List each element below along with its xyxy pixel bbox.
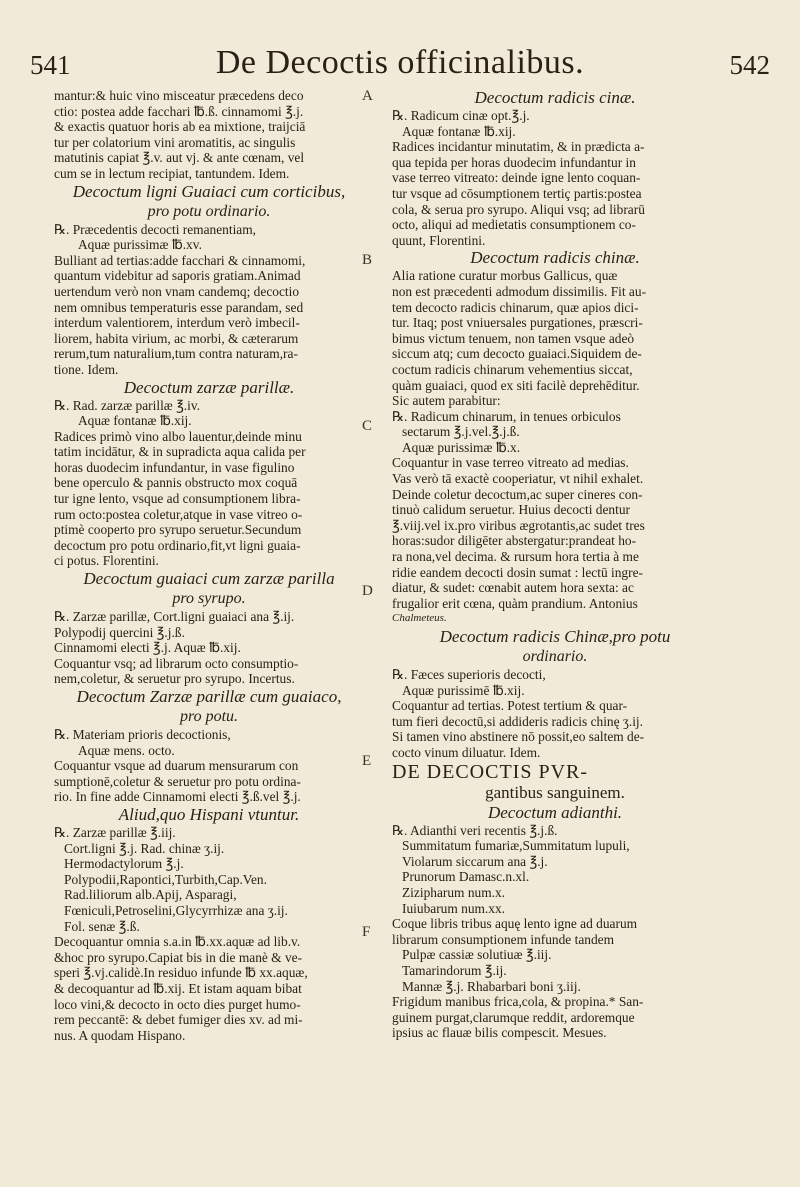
text-line: ipsius ac flauæ bilis compescit. Mesues. [392, 1025, 607, 1041]
text-line: Coquantur in vase terreo vitreato ad medias. [392, 455, 629, 471]
text-line: rerum,tum naturalium,tum contra naturam,ra- [54, 346, 298, 362]
recipe-line: Tamarindorum ℥.ij. [402, 962, 507, 978]
text-line: tione. Idem. [54, 361, 119, 377]
text-line: interdum valentiorem, interdum verò imbecil- [54, 315, 300, 331]
section-heading: Decoctum guaiaci cum zarzæ parilla [83, 569, 335, 589]
text-line: cola, & serua pro syrupo. Aliqui vsq; ad librarū [392, 201, 645, 217]
recipe-line: ℞. Radicum chinarum, in tenues orbiculos [392, 408, 621, 424]
text-line: rum octo:postea coletur,atque in vase vitreo o- [54, 506, 303, 522]
recipe-line: Aquæ purissimæ ℔.xv. [78, 237, 202, 253]
margin-letter-b: B [362, 252, 373, 268]
recipe-line: Prunorum Damasc.n.xl. [402, 869, 530, 885]
text-line: tur igne lento, vsque ad consumptionem libra- [54, 491, 301, 507]
text-line: nus. A quodam Hispano. [54, 1027, 186, 1043]
page-number-left: 541 [30, 50, 71, 80]
text-line: Decoquantur omnia s.a.in ℔.xx.aquæ ad lib.v. [54, 934, 301, 950]
text-line: tur per colatorium vini aromatitis, ac singulis [54, 134, 296, 150]
text-line: uertendum verò non vnam candemq; decoctio [54, 283, 300, 299]
section-heading: Decoctum zarzæ parillæ. [123, 377, 295, 397]
text-line: &hoc pro syrupo.Capiat bis in die manè & ve- [54, 949, 303, 965]
text-line: qua tepida per horas duodecim infundantur in [392, 154, 636, 170]
text-line: & decoquantur ad ℔.xij. Et istam aquam bibat [54, 980, 302, 996]
text-line: quantum videbitur ad saporis gratiam.Animad [54, 268, 301, 284]
recipe-line: ℞. Fæces superioris decocti, [392, 667, 546, 682]
text-line: non est præcedenti admodum dissimilis. Fit au- [392, 283, 647, 299]
page-number-right: 542 [729, 50, 770, 80]
attribution: Chalmeteus. [392, 612, 447, 625]
section-heading: Decoctum adianthi. [487, 802, 623, 822]
text-line: cum se in lectum recipiat, tantundem. Idem. [54, 165, 290, 181]
recipe-line: ℞. Zarzæ parillæ ℥.iij. [54, 824, 176, 840]
text-line: Coque libris tribus aquę lento igne ad duarum [392, 916, 638, 932]
recipe-line: Polypodii,Rapontici,Turbith,Cap.Ven. [64, 871, 267, 887]
recipe-line: Cort.ligni ℥.j. Rad. chinæ ʒ.ij. [64, 840, 225, 856]
text-line: tur. Itaq; post vniuersales purgationes, præscri- [392, 315, 643, 331]
text-line: tum fieri decoctū,si addideris radicis chinę ʒ.ij. [392, 713, 643, 729]
text-line: Frigidum manibus frica,cola, & propina.* San- [392, 994, 644, 1010]
text-line: quàm guaiaci, quod ex siti facilè deprehēditur. [392, 377, 640, 393]
recipe-line: Fœniculi,Petroselini,Glycyrrhizæ ana ʒ.ij. [64, 902, 288, 918]
text-line: ptimè cooperto pro syrupo seruetur.Secundum [54, 522, 302, 538]
recipe-line: ℞. Præcedentis decocti remanentiam, [54, 221, 257, 237]
recipe-line: Fol. senæ ℥.ß. [64, 918, 140, 934]
section-heading: Aliud,quo Hispani vtuntur. [118, 804, 300, 824]
text-line: Sic autem parabitur: [392, 393, 501, 409]
recipe-line: Aquæ purissimē ℔.xij. [402, 682, 525, 698]
margin-letter-a: A [362, 88, 373, 104]
section-heading: Decoctum radicis cinæ. [474, 88, 636, 107]
text-line: ridie eandem decocti dosin sumat : lectū ingre- [392, 564, 643, 580]
text-line: horas duodecim infundantur, in vase figulino [54, 459, 295, 475]
section-subheading: pro potu ordinario. [147, 202, 271, 220]
left-column [54, 88, 364, 1043]
recipe-line: ℞. Zarzæ parillæ, Cort.ligni guaiaci ana ℥.ij. [54, 609, 295, 625]
text-line: decoctum pro potu ordinario,fit,vt ligni guaia- [54, 537, 301, 553]
text-line: mantur:& huic vino misceatur præcedens deco [54, 88, 304, 103]
text-line: rio. In fine adde Cinnamomi electi ℥.ß.vel ℥.j. [54, 789, 301, 805]
text-line: octo, aliqui ad medietatis consumptionem co- [392, 217, 636, 233]
text-line: ra nona,vel decima. & rursum hora tertia à me [392, 549, 639, 565]
text-line: siccum atq; cum decocto guaiaci.Siquidem de- [392, 346, 642, 362]
text-line: matutinis capiat ℥.v. aut vj. & ante cœnam, vel [54, 150, 305, 166]
section-heading: Decoctum ligni Guaiaci cum corticibus, [72, 181, 346, 201]
text-line: quunt, Florentini. [392, 232, 486, 248]
recipe-line: Aquæ purissimæ ℔.x. [402, 439, 521, 455]
text-line: tem decocto radicis chinarum, quæ apios dici- [392, 299, 639, 315]
text-line: Radices incidantur minutatim, & in prædicta a- [392, 139, 645, 155]
text-line: rem peccantē: & debet fumiger dies xv. ad mi- [54, 1012, 303, 1028]
recipe-line: ℞. Materiam prioris decoctionis, [54, 727, 231, 742]
margin-letter-c: C [362, 418, 373, 434]
text-line: Radices primò vino albo lauentur,deinde minu [54, 428, 302, 444]
text-line: Bulliant ad tertias:adde facchari & cinnamomi, [54, 252, 306, 268]
running-header [30, 44, 770, 92]
text-line: Si tamen vino abstinere nō possit,eo saltem de- [392, 729, 645, 745]
text-line: frugalior erit cœna, quàm prandium. Antonius [392, 595, 638, 611]
margin-letter-f: F [362, 924, 371, 940]
text-line: nem omnibus temperaturis esse parandam, sed [54, 299, 304, 315]
text-line: Coquantur vsq; ad librarum octo consumptio- [54, 655, 299, 671]
chapter-subheading: gantibus sanguinem. [485, 782, 625, 802]
text-line: Deinde coletur decoctum,ac super cineres con- [392, 486, 643, 502]
text-line: Coquantur vsque ad duarum mensurarum con [54, 758, 299, 774]
recipe-line: Iuiubarum num.xx. [402, 900, 506, 916]
section-heading: Decoctum Zarzæ parillæ cum guaiaco, [76, 687, 342, 706]
recipe-line: Summitatum fumariæ,Summitatum lupuli, [402, 838, 630, 854]
text-line: ci potus. Florentini. [54, 553, 159, 569]
recipe-line: Cinnamomi electi ℥.j. Aquæ ℔.xij. [54, 640, 241, 656]
running-title: De Decoctis officinalibus. [215, 44, 585, 81]
recipe-line: Pulpæ cassiæ solutiuæ ℥.iij. [402, 947, 552, 963]
margin-letter-e: E [362, 753, 372, 769]
text-line: loco vini,& decocto in octo dies purget humo- [54, 996, 301, 1012]
text-line: tur vsque ad cōsumptionem tertiç partis:postea [392, 185, 642, 201]
recipe-line: Aquæ fontanæ ℔.xij. [402, 123, 516, 139]
recipe-line: sectarum ℥.j.vel.℥.j.ß. [402, 424, 520, 440]
text-line: horas:sudor diligēter abstergatur:prandeat ho- [392, 533, 637, 549]
recipe-line: Violarum siccarum ana ℥.j. [402, 853, 548, 869]
text-line: bimus victum tenuem, non tamen vsque adeò [392, 330, 635, 346]
section-heading: Decoctum radicis Chinæ,pro potu [439, 627, 671, 646]
text-line: tatim incidātur, & in supradicta aqua calida per [54, 444, 306, 460]
recipe-line: ℞. Rad. zarzæ parillæ ℥.iv. [54, 397, 201, 413]
text-line: diatur, & sudet: cœnabit autem hora sexta: ac [392, 580, 634, 596]
section-subheading: ordinario. [522, 648, 588, 665]
recipe-line: Mannæ ℥.j. Rhabarbari boni ʒ.iij. [402, 978, 581, 994]
text-line: tinuò calidum seruetur. Huius decocti dentur [392, 502, 630, 518]
recipe-line: Rad.liliorum alb.Apij, Asparagi, [64, 887, 237, 903]
recipe-line: Polypodij quercini ℥.j.ß. [54, 624, 185, 640]
text-line: vase terreo vitreato: deinde igne lento coquan- [392, 170, 641, 186]
text-line: bene operculo & pannis obstructo mox coquā [54, 475, 298, 491]
section-subheading: pro syrupo. [172, 590, 246, 608]
text-line: Alia ratione curatur morbus Gallicus, quæ [392, 268, 618, 284]
text-line: Coquantur ad tertias. Potest tertium & quar- [392, 698, 628, 714]
text-line: speri ℥.vj.calidè.In residuo infunde ℔ xx.aquæ, [54, 965, 308, 981]
recipe-line: Aquæ fontanæ ℔.xij. [78, 413, 192, 429]
recipe-line: Hermodactylorum ℥.j. [64, 856, 184, 872]
margin-letter-d: D [362, 583, 373, 599]
text-line: sumptionē,coletur & seruetur pro potu ordina- [54, 773, 301, 789]
text-line: liorem, habita virium, ac morbi, & cæterarum [54, 330, 299, 346]
text-line: librarum consumptionem infunde tandem [392, 931, 615, 947]
text-line: & exactis quatuor horis ab ea mixtione, traijciā [54, 119, 306, 135]
text-line: cocto vinum diluatur. Idem. [392, 744, 541, 760]
recipe-line: Zizipharum num.x. [402, 884, 506, 900]
text-line: coctum radicis chinarum vehementius siccat, [392, 361, 633, 377]
text-line: Vas verò tā exactè cooperiatur, vt nihil exhalet. [392, 471, 644, 487]
text-line: nem,coletur, & seruetur pro syrupo. Incertus. [54, 671, 295, 687]
recipe-line: ℞. Radicum cinæ opt.℥.j. [392, 108, 530, 123]
text-line: guinem purgat,clarumque reddit, ardoremque [392, 1009, 635, 1025]
right-column [392, 88, 718, 1041]
text-line: ctio: postea adde facchari ℔.ß. cinnamomi ℥.j. [54, 103, 304, 119]
recipe-line: Aquæ mens. octo. [78, 742, 175, 758]
section-heading: Decoctum radicis chinæ. [470, 248, 640, 268]
chapter-heading: DE DECOCTIS PVR- [392, 760, 589, 783]
text-line: ℥.viij.vel ix.pro viribus ægrotantis,ac sudet tres [392, 517, 645, 533]
recipe-line: ℞. Adianthi veri recentis ℥.j.ß. [392, 822, 558, 838]
section-subheading: pro potu. [179, 708, 239, 725]
